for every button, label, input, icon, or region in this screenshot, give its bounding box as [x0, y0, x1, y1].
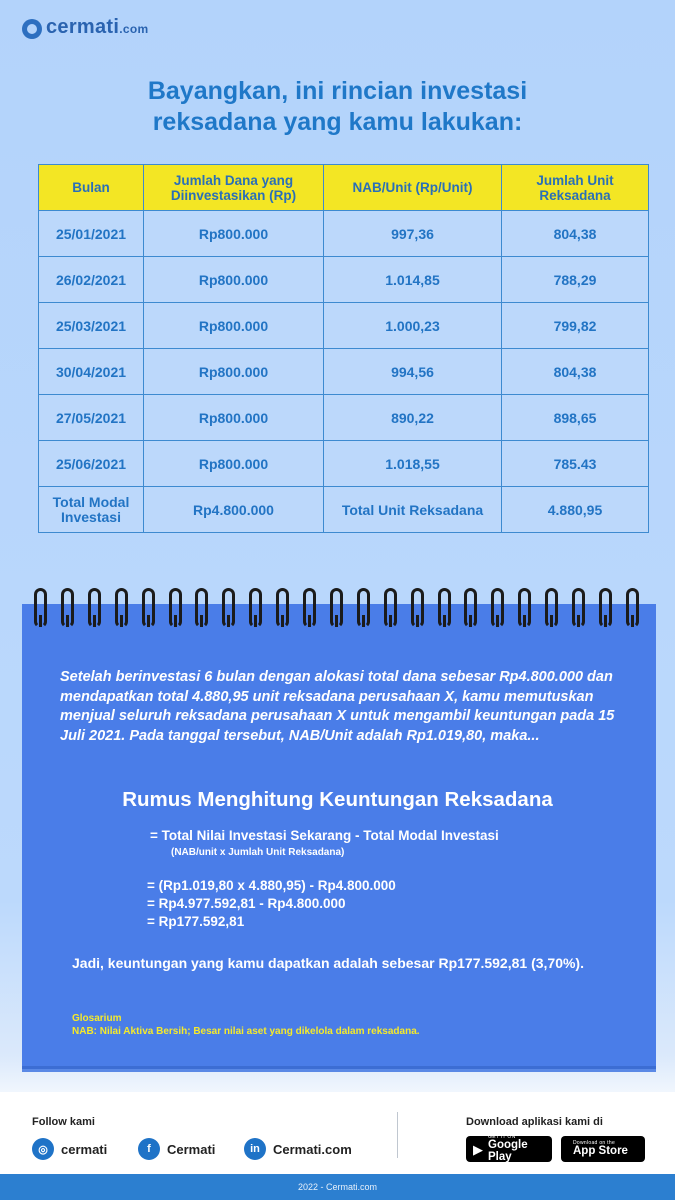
- app-store-big: App Store: [573, 1144, 628, 1157]
- cell-nab: 1.018,55: [324, 441, 502, 487]
- header-jumlah-unit: Jumlah Unit Reksadana: [502, 165, 649, 211]
- app-store-button[interactable]: [561, 1136, 645, 1162]
- cell-date: 26/02/2021: [39, 257, 144, 303]
- cell-units: 804,38: [502, 349, 649, 395]
- brand-suffix: .com: [119, 22, 149, 36]
- cell-amount: Rp800.000: [144, 257, 324, 303]
- scenario-text: Setelah berinvestasi 6 bulan dengan alokasi total dana sebesar Rp4.800.000 dan mendapatkan total 4.880,95 unit reksadana perusahaan X, kamu memutuskan menjual seluruh reksadana perusahaan X untuk mengambil keuntungan pada 15 Juli 2021. Pada tanggal tersebut, NAB/Unit adalah Rp1.019,80, maka...: [60, 669, 615, 744]
- cell-amount: Rp800.000: [144, 395, 324, 441]
- instagram-icon: ◎: [32, 1138, 54, 1160]
- calc-step-2: = Rp4.977.592,81 - Rp4.800.000: [147, 896, 346, 911]
- cell-nab: 997,36: [324, 211, 502, 257]
- google-play-icon: ▶: [473, 1141, 483, 1157]
- formula-main: = Total Nilai Investasi Sekarang - Total Modal Investasi: [150, 828, 499, 843]
- spiral-ring: [276, 588, 289, 628]
- brand-name: cermati: [46, 16, 120, 38]
- table-row: [39, 257, 649, 303]
- social-instagram-link[interactable]: [32, 1138, 107, 1160]
- spiral-ring: [303, 588, 316, 628]
- cell-date: 25/01/2021: [39, 211, 144, 257]
- social-linkedin-link[interactable]: [244, 1138, 352, 1160]
- cell-date: 25/06/2021: [39, 441, 144, 487]
- google-play-big: Google Play: [488, 1139, 528, 1163]
- social-facebook-link[interactable]: [138, 1138, 215, 1160]
- glossary-title: Glosarium: [72, 1013, 122, 1024]
- table-row: [39, 349, 649, 395]
- footer-divider: [397, 1112, 398, 1158]
- formula-sub: (NAB/unit x Jumlah Unit Reksadana): [171, 847, 345, 858]
- conclusion-text: Jadi, keuntungan yang kamu dapatkan adalah sebesar Rp177.592,81 (3,70%).: [72, 955, 584, 971]
- social-label: Cermati.com: [273, 1141, 352, 1157]
- cell-units: 898,65: [502, 395, 649, 441]
- cell-date: 30/04/2021: [39, 349, 144, 395]
- app-store-small: Download on the: [573, 1139, 616, 1146]
- calc-step-1: = (Rp1.019,80 x 4.880,95) - Rp4.800.000: [147, 878, 396, 893]
- table-row: [39, 441, 649, 487]
- linkedin-icon: in: [244, 1138, 266, 1160]
- table-header-row: [39, 165, 649, 211]
- spiral-ring: [142, 588, 155, 628]
- cermati-logo[interactable]: [22, 16, 148, 39]
- cell-units: 785.43: [502, 441, 649, 487]
- spiral-ring: [545, 588, 558, 628]
- cell-amount: Rp800.000: [144, 349, 324, 395]
- header-jumlah-dana: Jumlah Dana yang Diinvestasikan (Rp): [144, 165, 324, 211]
- total-modal-label: Total Modal Investasi: [39, 487, 144, 533]
- spiral-ring: [411, 588, 424, 628]
- spiral-ring: [88, 588, 101, 628]
- calc-step-3: = Rp177.592,81: [147, 914, 245, 929]
- cell-date: 25/03/2021: [39, 303, 144, 349]
- cell-nab: 1.000,23: [324, 303, 502, 349]
- page-title: [0, 76, 675, 138]
- header-nab-unit: NAB/Unit (Rp/Unit): [324, 165, 502, 211]
- header-bulan: Bulan: [39, 165, 144, 211]
- spiral-ring: [518, 588, 531, 628]
- follow-title: Follow kami: [32, 1116, 95, 1128]
- cell-units: 788,29: [502, 257, 649, 303]
- cell-units: 799,82: [502, 303, 649, 349]
- google-play-small: GET IT ON: [488, 1134, 516, 1140]
- copyright-text: 2022 - Cermati.com: [297, 1182, 378, 1192]
- cermati-logo-icon: [22, 19, 42, 39]
- social-label: Cermati: [167, 1141, 216, 1157]
- spiral-ring: [195, 588, 208, 628]
- cell-amount: Rp800.000: [144, 211, 324, 257]
- google-play-button[interactable]: [466, 1136, 552, 1162]
- table-row: [39, 211, 649, 257]
- spiral-binding: [30, 588, 650, 632]
- glossary-text: NAB: Nilai Aktiva Bersih; Besar nilai aset yang dikelola dalam reksadana.: [72, 1026, 420, 1037]
- formula-title: Rumus Menghitung Keuntungan Reksadana: [122, 788, 553, 811]
- spiral-ring: [572, 588, 585, 628]
- cell-nab: 1.014,85: [324, 257, 502, 303]
- table-row: [39, 395, 649, 441]
- spiral-ring: [330, 588, 343, 628]
- cell-nab: 890,22: [324, 395, 502, 441]
- page-title-line-2: reksadana yang kamu lakukan:: [152, 108, 523, 136]
- spiral-ring: [599, 588, 612, 628]
- cell-nab: 994,56: [324, 349, 502, 395]
- total-unit-value: 4.880,95: [502, 487, 649, 533]
- spiral-ring: [357, 588, 370, 628]
- total-unit-label: Total Unit Reksadana: [324, 487, 502, 533]
- download-title: Download aplikasi kami di: [466, 1116, 603, 1128]
- social-label: cermati: [61, 1141, 108, 1157]
- spiral-ring: [249, 588, 262, 628]
- page-title-line-1: Bayangkan, ini rincian investasi: [147, 77, 528, 105]
- spiral-ring: [626, 588, 639, 628]
- spiral-ring: [169, 588, 182, 628]
- copyright-bar: [0, 1174, 675, 1200]
- spiral-ring: [34, 588, 47, 628]
- spiral-ring: [222, 588, 235, 628]
- spiral-ring: [464, 588, 477, 628]
- cell-date: 27/05/2021: [39, 395, 144, 441]
- table-total-row: [39, 487, 649, 533]
- cell-units: 804,38: [502, 211, 649, 257]
- total-modal-value: Rp4.800.000: [144, 487, 324, 533]
- spiral-ring: [61, 588, 74, 628]
- table-row: [39, 303, 649, 349]
- spiral-ring: [491, 588, 504, 628]
- spiral-ring: [438, 588, 451, 628]
- spiral-ring: [115, 588, 128, 628]
- spiral-ring: [384, 588, 397, 628]
- cell-amount: Rp800.000: [144, 303, 324, 349]
- cell-amount: Rp800.000: [144, 441, 324, 487]
- investment-table: [38, 164, 649, 533]
- facebook-icon: f: [138, 1138, 160, 1160]
